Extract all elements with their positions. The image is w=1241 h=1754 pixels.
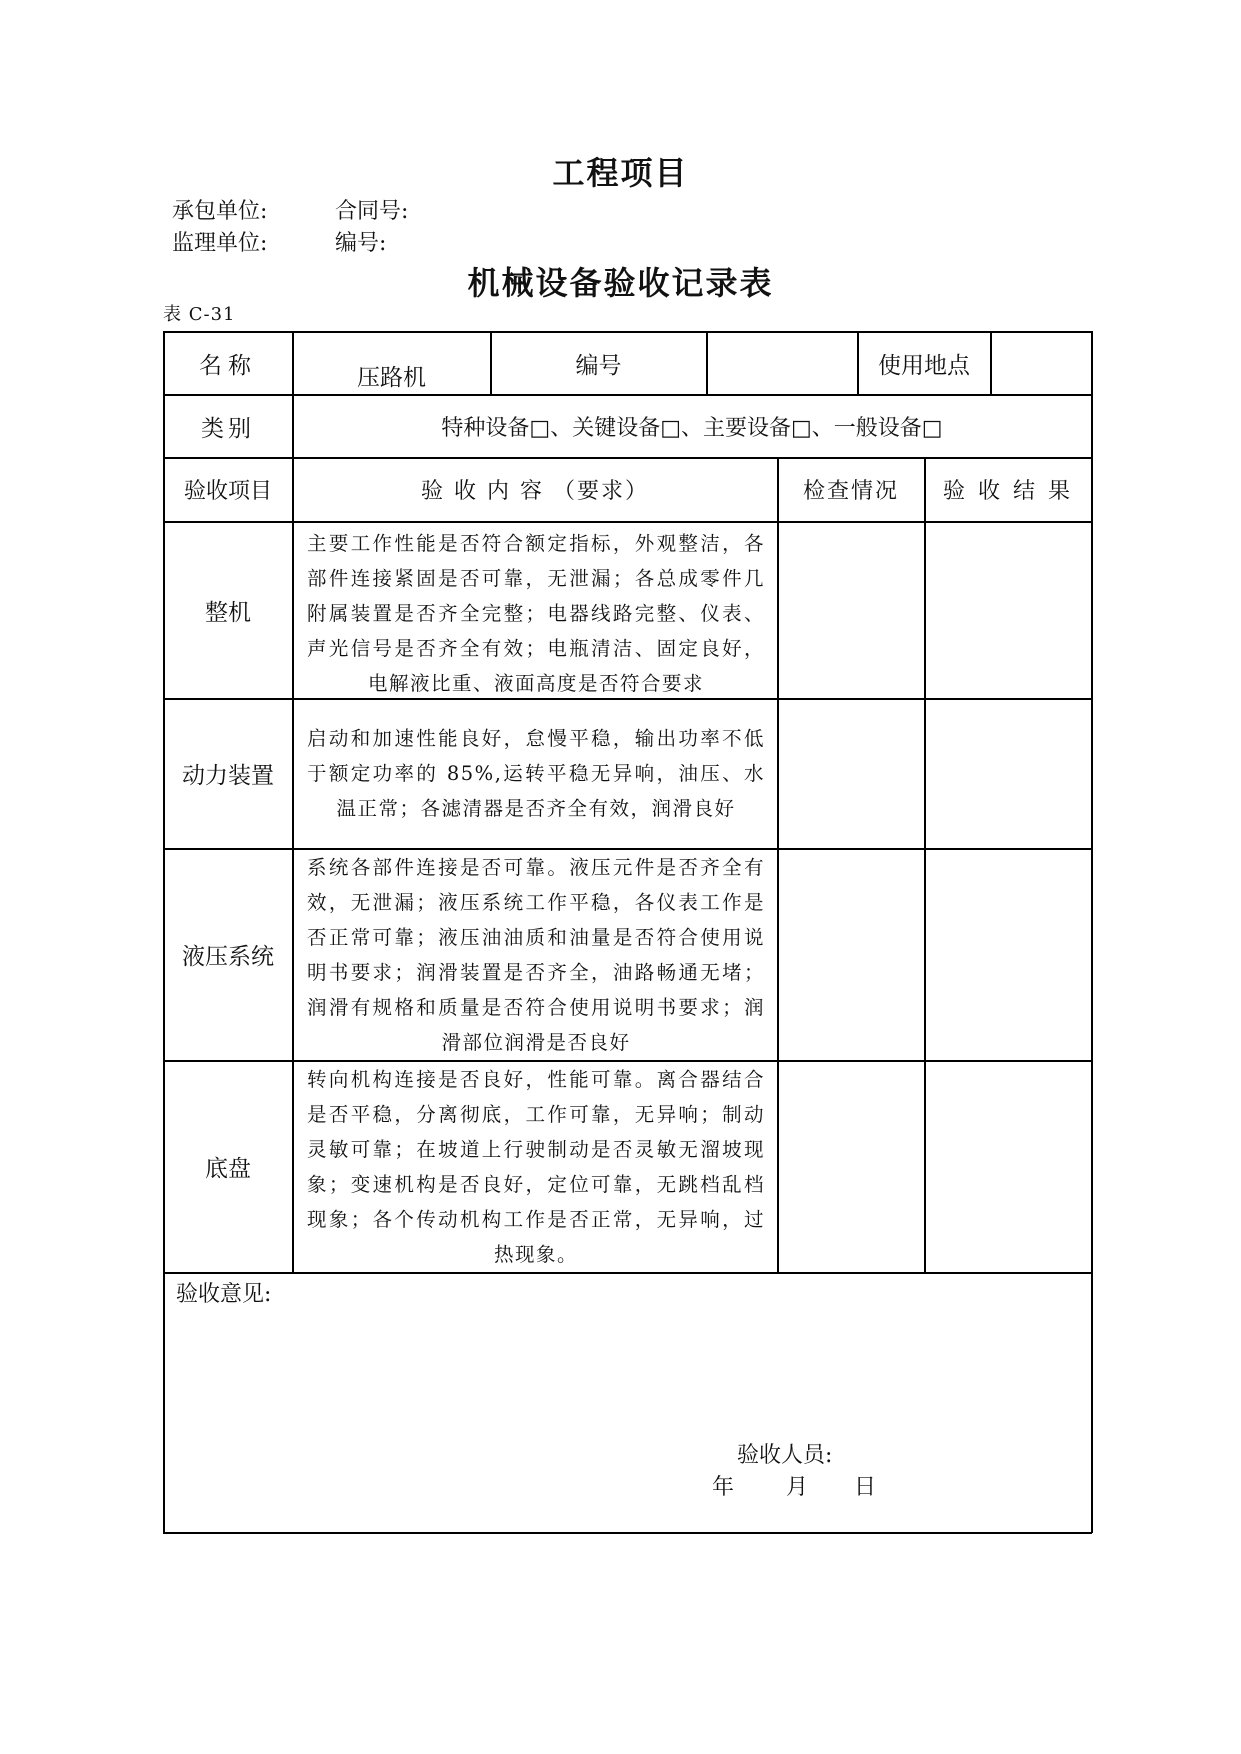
table-row-check-cell[interactable] [778, 1061, 924, 1272]
column-header-item: 验收项目 [183, 479, 272, 504]
project-title: 工程项目 [552, 154, 689, 192]
table-row-item: 底盘 [205, 1156, 251, 1182]
date-line [712, 1470, 876, 1501]
contract-number-label: 合同号: [335, 199, 409, 224]
acceptance-opinion-area[interactable] [164, 1273, 1091, 1532]
name-label: 名称 [199, 352, 257, 379]
category-label: 类别 [201, 415, 255, 442]
number-label: 编号 [575, 352, 622, 379]
table-row-check-cell[interactable] [778, 849, 924, 1060]
table-row-requirement: 系统各部件连接是否可靠。液压元件是否齐全有效，无泄漏；液压系统工作平稳，各仪表工作是否正常可靠；液压油油质和油量是否符合使用说明书要求；润滑装置是否齐全，油路畅通无堵；润滑有规格和质量是否符合使用说明书要求；润滑部位润滑是否良好 [307, 856, 765, 1054]
table-row-check-cell[interactable] [778, 522, 924, 698]
form-title: 机械设备验收记录表 [467, 264, 774, 302]
column-header-content: 验 收 内 容 （要求） [421, 479, 649, 504]
table-row-item: 液压系统 [182, 944, 274, 970]
table-row-check-cell[interactable] [778, 699, 924, 848]
table-row-result-cell[interactable] [925, 1061, 1091, 1272]
table-row-requirement: 启动和加速性能良好，怠慢平稳，输出功率不低于额定功率的 85%,运转平稳无异响，油压、水温正常；各滤清器是否齐全有效，润滑良好 [307, 727, 765, 820]
table-row-result-cell[interactable] [925, 522, 1091, 698]
date-month-label: 月 [786, 1475, 809, 1500]
date-year-label: 年 [712, 1475, 735, 1500]
table-row-item: 整机 [205, 599, 251, 626]
number-value[interactable] [707, 332, 857, 394]
contractor-label: 承包单位: [172, 199, 268, 224]
column-header-check: 检查情况 [802, 479, 899, 504]
location-label: 使用地点 [878, 352, 970, 379]
table-row-requirement: 主要工作性能是否符合额定指标，外观整洁，各部件连接紧固是否可靠，无泄漏；各总成零件几附属装置是否齐全完整；电器线路完整、仪表、声光信号是否齐全有效；电瓶清洁、固定良好，电解液比重、液面高度是否符合要求 [307, 532, 765, 695]
table-row-result-cell[interactable] [925, 849, 1091, 1060]
name-value[interactable]: 压路机 [357, 364, 426, 391]
column-header-result: 验 收 结 果 [943, 479, 1073, 504]
form-code: 表 C-31 [163, 304, 236, 325]
table-row-item: 动力装置 [182, 763, 274, 789]
table-row-requirement: 转向机构连接是否良好，性能可靠。离合器结合是否平稳，分离彻底，工作可靠，无异响；制动灵敏可靠；在坡道上行驶制动是否灵敏无溜坡现象；变速机构是否良好，定位可靠，无跳档乱档现象；各个传动机构工作是否正常，无异响，过热现象。 [307, 1068, 765, 1266]
date-day-label: 日 [854, 1475, 877, 1500]
acceptance-opinion-label: 验收意见: [176, 1282, 272, 1307]
table-row-result-cell[interactable] [925, 699, 1091, 848]
inspector-label: 验收人员: [737, 1443, 833, 1468]
supervisor-label: 监理单位: [172, 231, 268, 256]
serial-number-label: 编号: [335, 231, 387, 256]
category-options[interactable]: 特种设备□、关键设备□、主要设备□、一般设备□ [441, 415, 943, 441]
location-value[interactable] [991, 332, 1091, 394]
